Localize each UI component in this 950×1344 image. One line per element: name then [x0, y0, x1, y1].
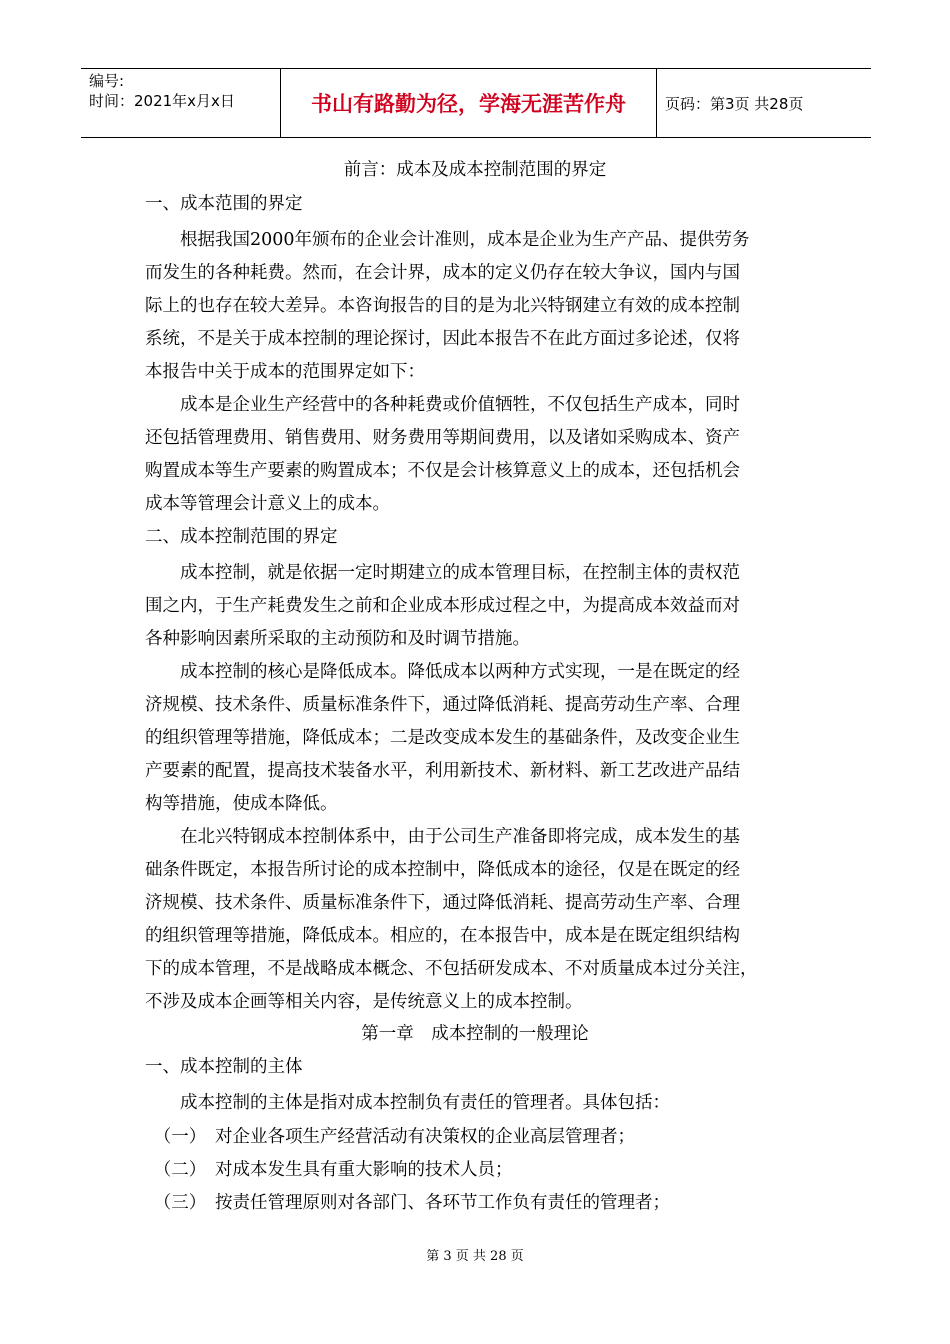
- paragraph-line: 产要素的配置，提高技术装备水平，利用新技术、新材料、新工艺改进产品结: [145, 761, 740, 781]
- motto-text: 书山有路勤为径，学海无涯苦作舟: [311, 92, 626, 116]
- paragraph-line: 济规模、技术条件、质量标准条件下，通过降低消耗、提高劳动生产率、合理: [145, 893, 740, 913]
- paragraph-line: 下的成本管理，不是战略成本概念、不包括研发成本、不对质量成本过分关注，: [145, 959, 758, 979]
- preface-title: 前言：成本及成本控制范围的界定: [343, 160, 607, 180]
- number-label: 编号:: [89, 72, 125, 90]
- paragraph-line: 的组织管理等措施，降低成本；二是改变成本发生的基础条件，及改变企业生: [145, 728, 740, 748]
- paragraph-line: 成本控制，就是依据一定时期建立的成本管理目标，在控制主体的责权范: [145, 563, 740, 583]
- paragraph-line: 成本等管理会计意义上的成本。: [145, 494, 390, 514]
- paragraph-line: 的组织管理等措施，降低成本。相应的，在本报告中，成本是在既定组织结构: [145, 926, 740, 946]
- section-heading: 一、成本范围的界定: [145, 194, 303, 214]
- paragraph-line: 成本是企业生产经营中的各种耗费或价值牺牲，不仅包括生产成本，同时: [145, 395, 740, 415]
- paragraph-line: 系统，不是关于成本控制的理论探讨，因此本报告不在此方面过多论述，仅将: [145, 329, 740, 349]
- paragraph-line: 成本控制的主体是指对成本控制负有责任的管理者。具体包括：: [145, 1093, 670, 1113]
- paragraph-line: 在北兴特钢成本控制体系中，由于公司生产准备即将完成，成本发生的基: [145, 827, 740, 847]
- paragraph-line: 而发生的各种耗费。然而，在会计界，成本的定义仍存在较大争议，国内与国: [145, 263, 740, 283]
- paragraph-line: 围之内，于生产耗费发生之前和企业成本形成过程之中，为提高成本效益而对: [145, 596, 740, 616]
- paragraph-line: 不涉及成本企画等相关内容，是传统意义上的成本控制。: [145, 992, 583, 1012]
- section-heading: 一、成本控制的主体: [145, 1057, 303, 1077]
- paragraph-line: 构等措施，使成本降低。: [145, 794, 338, 814]
- paragraph-line: 础条件既定，本报告所讨论的成本控制中，降低成本的途径，仅是在既定的经: [145, 860, 740, 880]
- list-item: （二） 对成本发生具有重大影响的技术人员；: [145, 1160, 513, 1180]
- paragraph-line: 还包括管理费用、销售费用、财务费用等期间费用，以及诸如采购成本、资产: [145, 428, 740, 448]
- paragraph-line: 各种影响因素所采取的主动预防和及时调节措施。: [145, 629, 530, 649]
- chapter-title: 第一章 成本控制的一般理论: [361, 1024, 589, 1044]
- paragraph-line: 成本控制的核心是降低成本。降低成本以两种方式实现，一是在既定的经: [145, 662, 740, 682]
- paragraph-line: 际上的也存在较大差异。本咨询报告的目的是为北兴特钢建立有效的成本控制: [145, 296, 740, 316]
- paragraph-line: 根据我国2000年颁布的企业会计准则，成本是企业为生产产品、提供劳务: [145, 230, 750, 250]
- page-footer: 第 3 页 共 28 页: [426, 1249, 524, 1264]
- paragraph-line: 购置成本等生产要素的购置成本；不仅是会计核算意义上的成本，还包括机会: [145, 461, 740, 481]
- header-table: [81, 68, 871, 138]
- date-label: 时间：2021年x月x日: [89, 92, 235, 110]
- list-item: （三） 按责任管理原则对各部门、各环节工作负有责任的管理者；: [145, 1193, 670, 1213]
- header-divider: [656, 69, 657, 137]
- paragraph-line: 济规模、技术条件、质量标准条件下，通过降低消耗、提高劳动生产率、合理: [145, 695, 740, 715]
- section-heading: 二、成本控制范围的界定: [145, 527, 338, 547]
- page-info: 页码：第3页 共28页: [665, 94, 804, 113]
- list-item: （一） 对企业各项生产经营活动有决策权的企业高层管理者；: [145, 1127, 635, 1147]
- header-left: [89, 71, 235, 111]
- motto: [281, 69, 656, 137]
- paragraph-line: 本报告中关于成本的范围界定如下：: [145, 362, 425, 382]
